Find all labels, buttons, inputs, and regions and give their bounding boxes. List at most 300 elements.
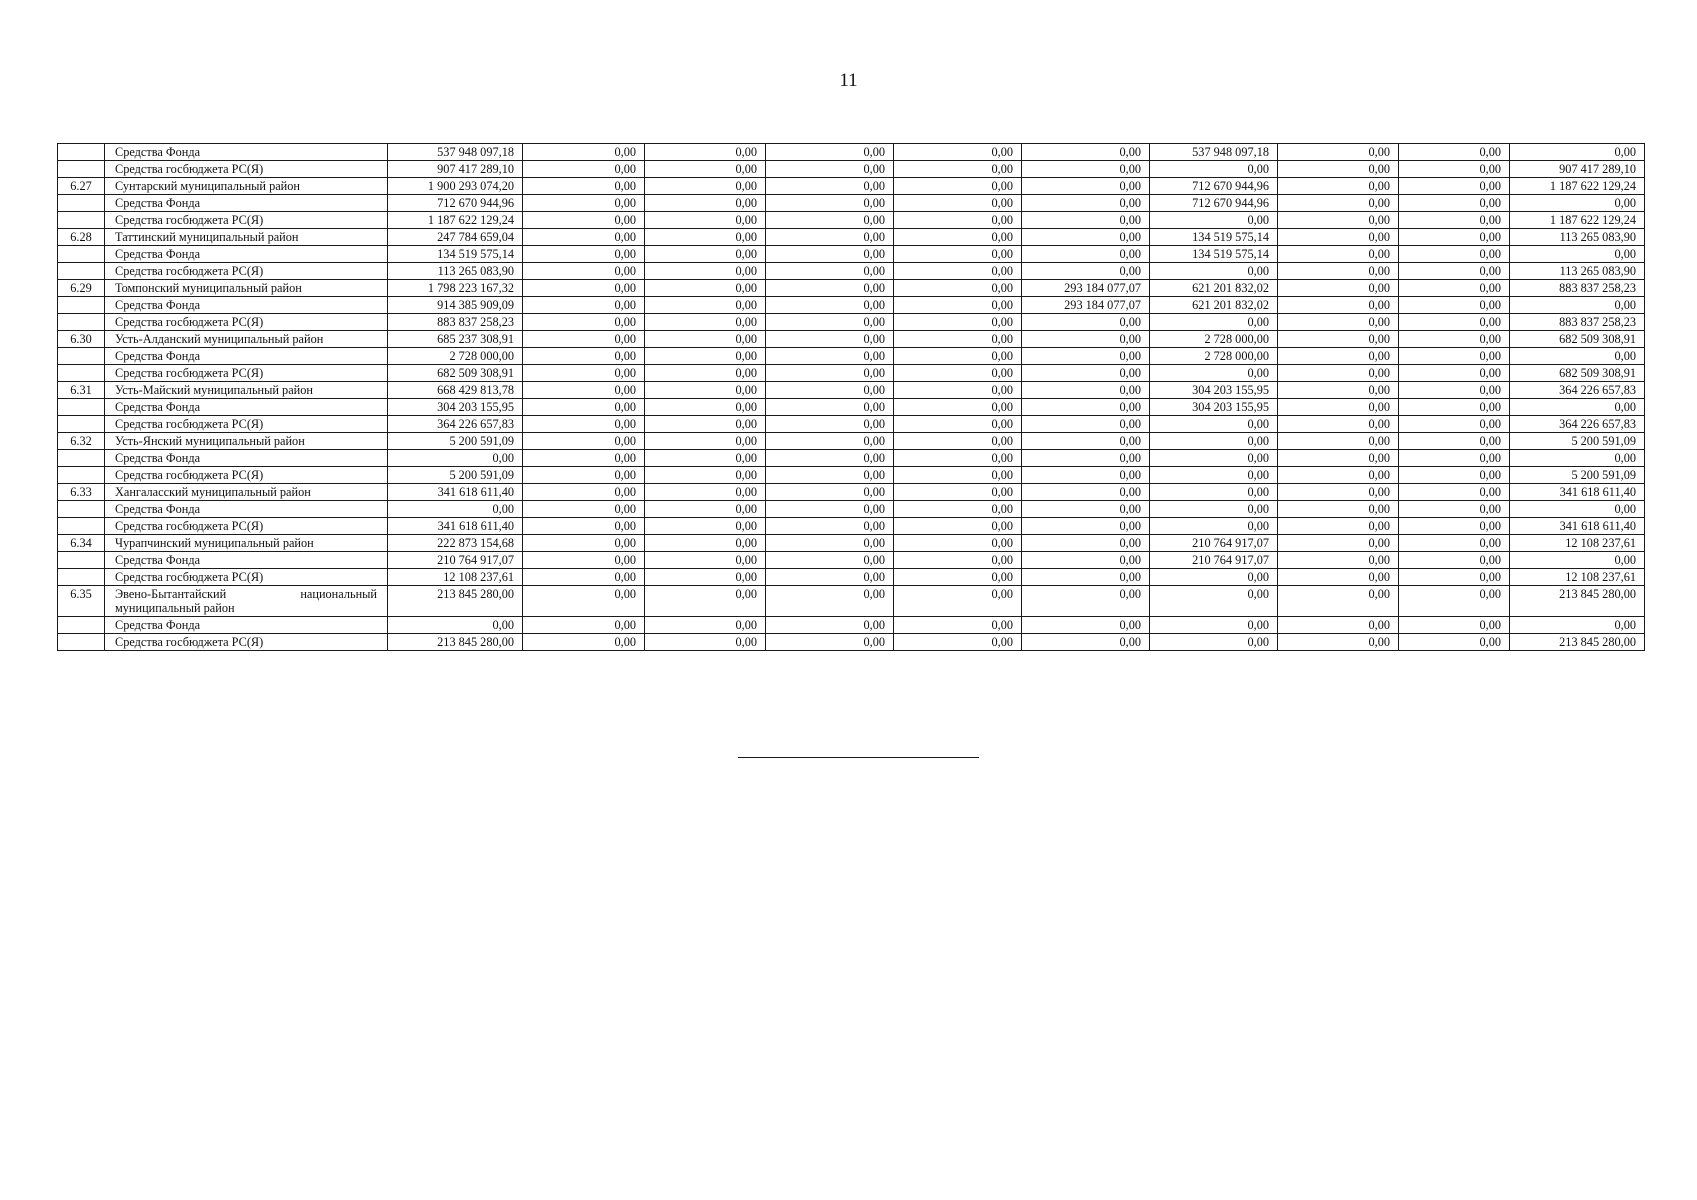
value-cell-col-8: 0,00 (1278, 617, 1399, 634)
value-cell-col-6: 0,00 (1022, 246, 1150, 263)
row-name-cell: Средства Фонда (105, 195, 388, 212)
budget-table (57, 143, 1645, 651)
value-cell-col-8: 0,00 (1278, 280, 1399, 297)
value-cell-col-5: 0,00 (894, 382, 1022, 399)
value-cell-col-3: 0,00 (645, 365, 766, 382)
value-cell-col-6: 293 184 077,07 (1022, 280, 1150, 297)
value-cell-col-2: 0,00 (523, 348, 645, 365)
row-name-cell: Средства Фонда (105, 348, 388, 365)
row-code-cell (58, 263, 105, 280)
value-cell-col-4: 0,00 (766, 229, 894, 246)
table-row (58, 552, 1645, 569)
value-cell-col-5: 0,00 (894, 161, 1022, 178)
value-cell-col-5: 0,00 (894, 450, 1022, 467)
row-code-cell (58, 348, 105, 365)
value-cell-col-1: 341 618 611,40 (388, 518, 523, 535)
value-cell-col-4: 0,00 (766, 161, 894, 178)
value-cell-col-10: 364 226 657,83 (1510, 382, 1645, 399)
value-cell-col-7: 0,00 (1150, 161, 1278, 178)
value-cell-col-1: 668 429 813,78 (388, 382, 523, 399)
value-cell-col-10: 364 226 657,83 (1510, 416, 1645, 433)
value-cell-col-4: 0,00 (766, 552, 894, 569)
value-cell-col-9: 0,00 (1399, 450, 1510, 467)
value-cell-col-4: 0,00 (766, 280, 894, 297)
value-cell-col-4: 0,00 (766, 484, 894, 501)
value-cell-col-8: 0,00 (1278, 314, 1399, 331)
value-cell-col-3: 0,00 (645, 212, 766, 229)
value-cell-col-6: 0,00 (1022, 195, 1150, 212)
value-cell-col-2: 0,00 (523, 161, 645, 178)
value-cell-col-9: 0,00 (1399, 416, 1510, 433)
value-cell-col-6: 0,00 (1022, 229, 1150, 246)
value-cell-col-10: 0,00 (1510, 297, 1645, 314)
row-name-cell: Средства госбюджета РС(Я) (105, 467, 388, 484)
row-code-cell: 6.28 (58, 229, 105, 246)
value-cell-col-7: 0,00 (1150, 314, 1278, 331)
value-cell-col-9: 0,00 (1399, 399, 1510, 416)
value-cell-col-3: 0,00 (645, 229, 766, 246)
value-cell-col-8: 0,00 (1278, 263, 1399, 280)
row-code-cell (58, 246, 105, 263)
value-cell-col-3: 0,00 (645, 314, 766, 331)
row-name-cell: Средства госбюджета РС(Я) (105, 365, 388, 382)
value-cell-col-4: 0,00 (766, 634, 894, 651)
value-cell-col-4: 0,00 (766, 263, 894, 280)
table-row (58, 314, 1645, 331)
value-cell-col-1: 210 764 917,07 (388, 552, 523, 569)
value-cell-col-5: 0,00 (894, 467, 1022, 484)
value-cell-col-6: 0,00 (1022, 433, 1150, 450)
value-cell-col-1: 0,00 (388, 617, 523, 634)
table-row (58, 535, 1645, 552)
value-cell-col-9: 0,00 (1399, 246, 1510, 263)
value-cell-col-6: 0,00 (1022, 634, 1150, 651)
row-code-cell (58, 297, 105, 314)
value-cell-col-4: 0,00 (766, 297, 894, 314)
value-cell-col-2: 0,00 (523, 450, 645, 467)
value-cell-col-5: 0,00 (894, 501, 1022, 518)
row-name-cell: Средства госбюджета РС(Я) (105, 569, 388, 586)
value-cell-col-2: 0,00 (523, 212, 645, 229)
value-cell-col-3: 0,00 (645, 161, 766, 178)
value-cell-col-7: 0,00 (1150, 634, 1278, 651)
value-cell-col-10: 341 618 611,40 (1510, 484, 1645, 501)
value-cell-col-4: 0,00 (766, 467, 894, 484)
value-cell-col-1: 1 187 622 129,24 (388, 212, 523, 229)
value-cell-col-10: 1 187 622 129,24 (1510, 212, 1645, 229)
value-cell-col-1: 2 728 000,00 (388, 348, 523, 365)
value-cell-col-1: 341 618 611,40 (388, 484, 523, 501)
value-cell-col-9: 0,00 (1399, 348, 1510, 365)
value-cell-col-6: 0,00 (1022, 365, 1150, 382)
value-cell-col-9: 0,00 (1399, 467, 1510, 484)
value-cell-col-5: 0,00 (894, 314, 1022, 331)
value-cell-col-5: 0,00 (894, 229, 1022, 246)
value-cell-col-4: 0,00 (766, 586, 894, 617)
value-cell-col-3: 0,00 (645, 535, 766, 552)
value-cell-col-9: 0,00 (1399, 552, 1510, 569)
value-cell-col-5: 0,00 (894, 365, 1022, 382)
value-cell-col-7: 712 670 944,96 (1150, 178, 1278, 195)
value-cell-col-5: 0,00 (894, 144, 1022, 161)
row-name-cell: Чурапчинский муниципальный район (105, 535, 388, 552)
value-cell-col-5: 0,00 (894, 280, 1022, 297)
value-cell-col-4: 0,00 (766, 314, 894, 331)
value-cell-col-5: 0,00 (894, 634, 1022, 651)
value-cell-col-6: 0,00 (1022, 161, 1150, 178)
value-cell-col-2: 0,00 (523, 586, 645, 617)
value-cell-col-8: 0,00 (1278, 484, 1399, 501)
value-cell-col-3: 0,00 (645, 484, 766, 501)
value-cell-col-9: 0,00 (1399, 280, 1510, 297)
value-cell-col-1: 682 509 308,91 (388, 365, 523, 382)
value-cell-col-1: 12 108 237,61 (388, 569, 523, 586)
value-cell-col-10: 5 200 591,09 (1510, 467, 1645, 484)
value-cell-col-7: 0,00 (1150, 263, 1278, 280)
row-code-cell: 6.31 (58, 382, 105, 399)
value-cell-col-3: 0,00 (645, 178, 766, 195)
value-cell-col-4: 0,00 (766, 331, 894, 348)
value-cell-col-1: 113 265 083,90 (388, 263, 523, 280)
value-cell-col-7: 2 728 000,00 (1150, 331, 1278, 348)
value-cell-col-7: 210 764 917,07 (1150, 552, 1278, 569)
table-row (58, 586, 1645, 617)
table-row (58, 634, 1645, 651)
value-cell-col-1: 712 670 944,96 (388, 195, 523, 212)
value-cell-col-10: 1 187 622 129,24 (1510, 178, 1645, 195)
value-cell-col-1: 364 226 657,83 (388, 416, 523, 433)
value-cell-col-10: 682 509 308,91 (1510, 331, 1645, 348)
table-row (58, 501, 1645, 518)
value-cell-col-8: 0,00 (1278, 518, 1399, 535)
value-cell-col-9: 0,00 (1399, 501, 1510, 518)
table-row (58, 161, 1645, 178)
row-name-cell: Хангаласский муниципальный район (105, 484, 388, 501)
value-cell-col-2: 0,00 (523, 144, 645, 161)
value-cell-col-4: 0,00 (766, 348, 894, 365)
value-cell-col-7: 537 948 097,18 (1150, 144, 1278, 161)
value-cell-col-10: 883 837 258,23 (1510, 280, 1645, 297)
value-cell-col-3: 0,00 (645, 382, 766, 399)
row-code-cell (58, 467, 105, 484)
value-cell-col-2: 0,00 (523, 617, 645, 634)
table-row (58, 178, 1645, 195)
value-cell-col-10: 682 509 308,91 (1510, 365, 1645, 382)
value-cell-col-2: 0,00 (523, 484, 645, 501)
value-cell-col-6: 0,00 (1022, 178, 1150, 195)
value-cell-col-5: 0,00 (894, 484, 1022, 501)
value-cell-col-3: 0,00 (645, 586, 766, 617)
table-row (58, 382, 1645, 399)
row-code-cell (58, 161, 105, 178)
value-cell-col-3: 0,00 (645, 433, 766, 450)
value-cell-col-7: 2 728 000,00 (1150, 348, 1278, 365)
value-cell-col-1: 134 519 575,14 (388, 246, 523, 263)
value-cell-col-7: 0,00 (1150, 586, 1278, 617)
value-cell-col-2: 0,00 (523, 195, 645, 212)
value-cell-col-9: 0,00 (1399, 617, 1510, 634)
value-cell-col-10: 0,00 (1510, 399, 1645, 416)
value-cell-col-3: 0,00 (645, 331, 766, 348)
value-cell-col-4: 0,00 (766, 416, 894, 433)
value-cell-col-6: 0,00 (1022, 617, 1150, 634)
value-cell-col-5: 0,00 (894, 348, 1022, 365)
value-cell-col-1: 5 200 591,09 (388, 467, 523, 484)
value-cell-col-10: 213 845 280,00 (1510, 586, 1645, 617)
value-cell-col-10: 0,00 (1510, 617, 1645, 634)
value-cell-col-8: 0,00 (1278, 634, 1399, 651)
value-cell-col-8: 0,00 (1278, 569, 1399, 586)
value-cell-col-5: 0,00 (894, 416, 1022, 433)
value-cell-col-1: 304 203 155,95 (388, 399, 523, 416)
value-cell-col-5: 0,00 (894, 433, 1022, 450)
value-cell-col-10: 341 618 611,40 (1510, 518, 1645, 535)
value-cell-col-6: 0,00 (1022, 484, 1150, 501)
row-code-cell: 6.32 (58, 433, 105, 450)
value-cell-col-5: 0,00 (894, 246, 1022, 263)
row-name-cell: Средства госбюджета РС(Я) (105, 416, 388, 433)
value-cell-col-9: 0,00 (1399, 229, 1510, 246)
row-code-cell (58, 501, 105, 518)
value-cell-col-5: 0,00 (894, 518, 1022, 535)
row-name-cell: Средства госбюджета РС(Я) (105, 212, 388, 229)
value-cell-col-2: 0,00 (523, 297, 645, 314)
value-cell-col-2: 0,00 (523, 382, 645, 399)
value-cell-col-6: 0,00 (1022, 263, 1150, 280)
value-cell-col-6: 0,00 (1022, 348, 1150, 365)
row-name-cell: Средства госбюджета РС(Я) (105, 518, 388, 535)
row-name-cell: Средства госбюджета РС(Я) (105, 161, 388, 178)
value-cell-col-10: 0,00 (1510, 552, 1645, 569)
value-cell-col-4: 0,00 (766, 450, 894, 467)
value-cell-col-2: 0,00 (523, 263, 645, 280)
row-code-cell (58, 569, 105, 586)
row-name-cell: Усть-Майский муниципальный район (105, 382, 388, 399)
value-cell-col-3: 0,00 (645, 552, 766, 569)
value-cell-col-1: 537 948 097,18 (388, 144, 523, 161)
row-name-cell: Средства Фонда (105, 552, 388, 569)
value-cell-col-9: 0,00 (1399, 212, 1510, 229)
value-cell-col-6: 0,00 (1022, 518, 1150, 535)
value-cell-col-8: 0,00 (1278, 365, 1399, 382)
value-cell-col-2: 0,00 (523, 280, 645, 297)
value-cell-col-3: 0,00 (645, 467, 766, 484)
value-cell-col-6: 0,00 (1022, 212, 1150, 229)
value-cell-col-7: 0,00 (1150, 569, 1278, 586)
value-cell-col-8: 0,00 (1278, 246, 1399, 263)
table-row (58, 399, 1645, 416)
table-row (58, 297, 1645, 314)
row-name-cell: Средства Фонда (105, 450, 388, 467)
value-cell-col-9: 0,00 (1399, 634, 1510, 651)
value-cell-col-3: 0,00 (645, 617, 766, 634)
value-cell-col-2: 0,00 (523, 246, 645, 263)
value-cell-col-1: 222 873 154,68 (388, 535, 523, 552)
value-cell-col-7: 712 670 944,96 (1150, 195, 1278, 212)
value-cell-col-1: 1 900 293 074,20 (388, 178, 523, 195)
value-cell-col-10: 5 200 591,09 (1510, 433, 1645, 450)
value-cell-col-6: 0,00 (1022, 552, 1150, 569)
value-cell-col-9: 0,00 (1399, 433, 1510, 450)
value-cell-col-10: 0,00 (1510, 348, 1645, 365)
value-cell-col-1: 907 417 289,10 (388, 161, 523, 178)
value-cell-col-8: 0,00 (1278, 297, 1399, 314)
value-cell-col-7: 0,00 (1150, 450, 1278, 467)
table-row (58, 195, 1645, 212)
table-row (58, 484, 1645, 501)
value-cell-col-4: 0,00 (766, 518, 894, 535)
value-cell-col-7: 0,00 (1150, 365, 1278, 382)
row-name-cell: Средства Фонда (105, 399, 388, 416)
value-cell-col-8: 0,00 (1278, 433, 1399, 450)
row-code-cell (58, 416, 105, 433)
value-cell-col-5: 0,00 (894, 263, 1022, 280)
value-cell-col-1: 5 200 591,09 (388, 433, 523, 450)
value-cell-col-8: 0,00 (1278, 144, 1399, 161)
row-name-cell: Средства Фонда (105, 617, 388, 634)
row-code-cell (58, 195, 105, 212)
value-cell-col-3: 0,00 (645, 416, 766, 433)
value-cell-col-10: 12 108 237,61 (1510, 569, 1645, 586)
row-name-cell: Средства Фонда (105, 144, 388, 161)
value-cell-col-2: 0,00 (523, 535, 645, 552)
value-cell-col-8: 0,00 (1278, 161, 1399, 178)
value-cell-col-4: 0,00 (766, 535, 894, 552)
value-cell-col-8: 0,00 (1278, 586, 1399, 617)
value-cell-col-1: 914 385 909,09 (388, 297, 523, 314)
table-row (58, 617, 1645, 634)
row-code-cell: 6.34 (58, 535, 105, 552)
value-cell-col-8: 0,00 (1278, 178, 1399, 195)
value-cell-col-4: 0,00 (766, 246, 894, 263)
value-cell-col-7: 0,00 (1150, 467, 1278, 484)
value-cell-col-9: 0,00 (1399, 297, 1510, 314)
value-cell-col-10: 0,00 (1510, 246, 1645, 263)
table-row (58, 450, 1645, 467)
value-cell-col-6: 0,00 (1022, 144, 1150, 161)
table-row (58, 365, 1645, 382)
value-cell-col-6: 0,00 (1022, 331, 1150, 348)
value-cell-col-10: 12 108 237,61 (1510, 535, 1645, 552)
value-cell-col-2: 0,00 (523, 552, 645, 569)
value-cell-col-3: 0,00 (645, 195, 766, 212)
row-code-cell (58, 144, 105, 161)
row-name-cell: Средства госбюджета РС(Я) (105, 263, 388, 280)
table-row (58, 331, 1645, 348)
value-cell-col-8: 0,00 (1278, 467, 1399, 484)
value-cell-col-10: 213 845 280,00 (1510, 634, 1645, 651)
value-cell-col-4: 0,00 (766, 382, 894, 399)
value-cell-col-2: 0,00 (523, 399, 645, 416)
value-cell-col-1: 0,00 (388, 450, 523, 467)
value-cell-col-6: 0,00 (1022, 569, 1150, 586)
value-cell-col-9: 0,00 (1399, 144, 1510, 161)
value-cell-col-5: 0,00 (894, 569, 1022, 586)
row-name-cell: Средства Фонда (105, 297, 388, 314)
value-cell-col-1: 883 837 258,23 (388, 314, 523, 331)
row-name-cell: Усть-Янский муниципальный район (105, 433, 388, 450)
value-cell-col-2: 0,00 (523, 569, 645, 586)
table-row (58, 518, 1645, 535)
table-row (58, 467, 1645, 484)
value-cell-col-7: 0,00 (1150, 518, 1278, 535)
value-cell-col-8: 0,00 (1278, 501, 1399, 518)
value-cell-col-7: 0,00 (1150, 501, 1278, 518)
value-cell-col-1: 247 784 659,04 (388, 229, 523, 246)
value-cell-col-6: 0,00 (1022, 314, 1150, 331)
value-cell-col-3: 0,00 (645, 634, 766, 651)
row-code-cell: 6.30 (58, 331, 105, 348)
value-cell-col-7: 0,00 (1150, 416, 1278, 433)
value-cell-col-10: 113 265 083,90 (1510, 263, 1645, 280)
row-code-cell (58, 365, 105, 382)
value-cell-col-4: 0,00 (766, 501, 894, 518)
value-cell-col-8: 0,00 (1278, 212, 1399, 229)
table-row (58, 433, 1645, 450)
value-cell-col-5: 0,00 (894, 178, 1022, 195)
table-row (58, 229, 1645, 246)
value-cell-col-2: 0,00 (523, 634, 645, 651)
row-code-cell: 6.35 (58, 586, 105, 617)
value-cell-col-10: 0,00 (1510, 501, 1645, 518)
row-name-cell: Томпонский муниципальный район (105, 280, 388, 297)
value-cell-col-2: 0,00 (523, 416, 645, 433)
value-cell-col-7: 134 519 575,14 (1150, 229, 1278, 246)
value-cell-col-8: 0,00 (1278, 416, 1399, 433)
value-cell-col-6: 0,00 (1022, 416, 1150, 433)
table-row (58, 263, 1645, 280)
value-cell-col-3: 0,00 (645, 518, 766, 535)
row-name-cell: Средства Фонда (105, 246, 388, 263)
value-cell-col-10: 883 837 258,23 (1510, 314, 1645, 331)
value-cell-col-9: 0,00 (1399, 382, 1510, 399)
value-cell-col-6: 0,00 (1022, 586, 1150, 617)
value-cell-col-1: 213 845 280,00 (388, 634, 523, 651)
value-cell-col-2: 0,00 (523, 331, 645, 348)
row-name-cell: Эвено-Бытантайский национальный муниципальный район (105, 586, 388, 617)
value-cell-col-2: 0,00 (523, 229, 645, 246)
row-code-cell (58, 634, 105, 651)
table-row (58, 212, 1645, 229)
value-cell-col-2: 0,00 (523, 314, 645, 331)
value-cell-col-7: 621 201 832,02 (1150, 280, 1278, 297)
value-cell-col-8: 0,00 (1278, 450, 1399, 467)
value-cell-col-3: 0,00 (645, 246, 766, 263)
table-row (58, 246, 1645, 263)
row-code-cell (58, 212, 105, 229)
row-code-cell: 6.29 (58, 280, 105, 297)
value-cell-col-9: 0,00 (1399, 263, 1510, 280)
value-cell-col-4: 0,00 (766, 365, 894, 382)
value-cell-col-8: 0,00 (1278, 348, 1399, 365)
value-cell-col-3: 0,00 (645, 450, 766, 467)
value-cell-col-5: 0,00 (894, 617, 1022, 634)
row-code-cell (58, 450, 105, 467)
row-name-cell: Средства Фонда (105, 501, 388, 518)
value-cell-col-8: 0,00 (1278, 195, 1399, 212)
value-cell-col-5: 0,00 (894, 586, 1022, 617)
value-cell-col-2: 0,00 (523, 501, 645, 518)
value-cell-col-2: 0,00 (523, 433, 645, 450)
table-row (58, 569, 1645, 586)
value-cell-col-1: 0,00 (388, 501, 523, 518)
value-cell-col-6: 0,00 (1022, 450, 1150, 467)
value-cell-col-6: 0,00 (1022, 382, 1150, 399)
value-cell-col-6: 293 184 077,07 (1022, 297, 1150, 314)
value-cell-col-3: 0,00 (645, 399, 766, 416)
row-code-cell (58, 552, 105, 569)
value-cell-col-5: 0,00 (894, 535, 1022, 552)
